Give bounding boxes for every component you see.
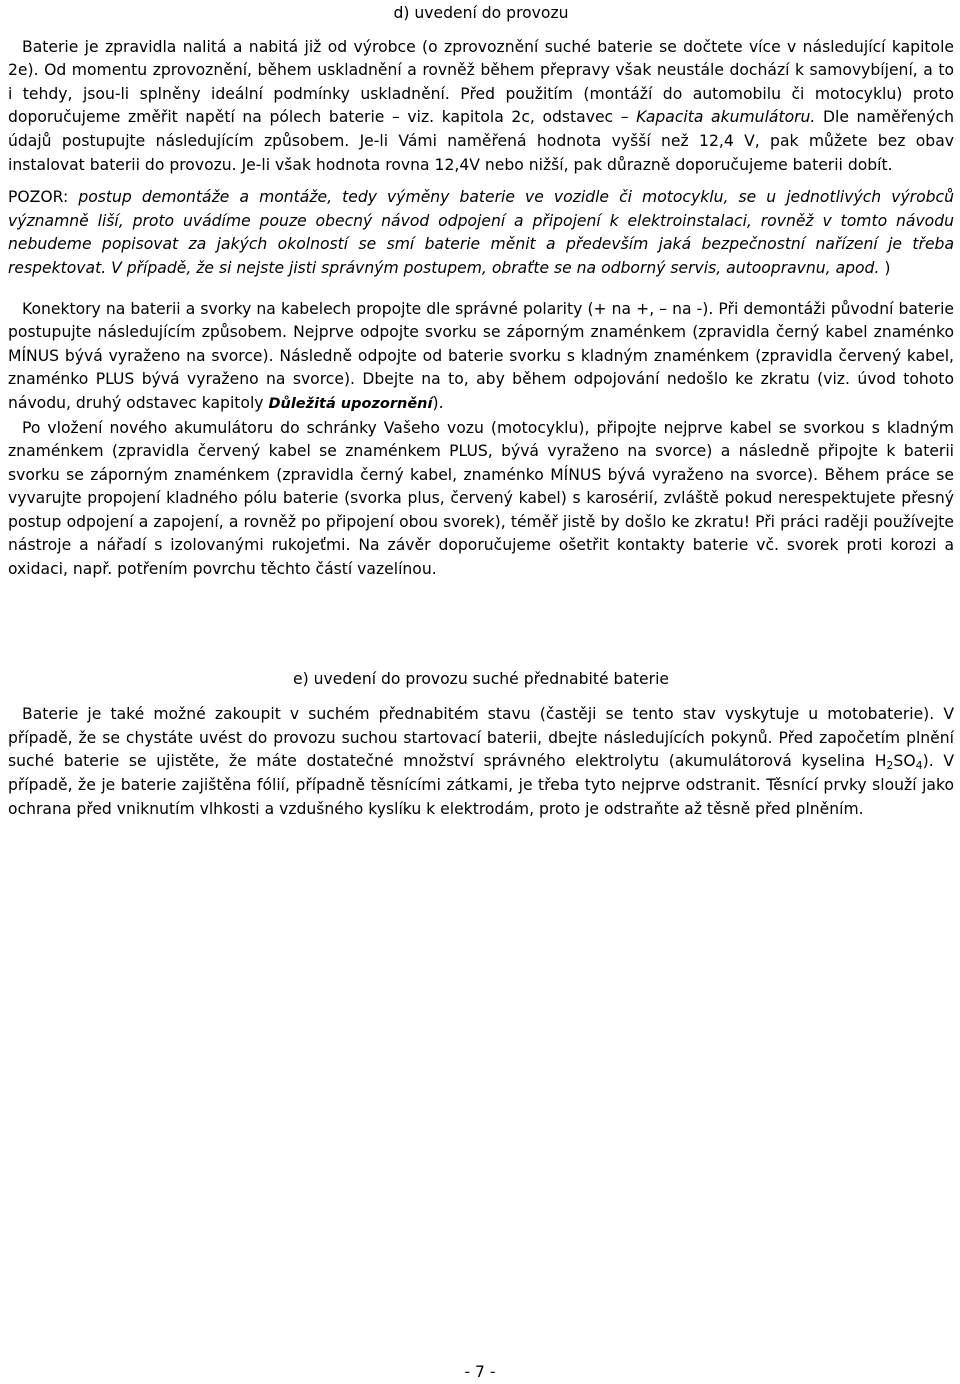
formula-subscript: 2 — [886, 759, 894, 773]
formula-text: SO — [893, 752, 916, 771]
chapter-reference: Kapacita akumulátoru. — [636, 108, 816, 127]
paragraph-text: Baterie je také možné zakoupit v suchém přednabitém stavu (častěji se tento stav vyskytuje u motobaterie). V případě, že se chystáte uvést do provozu suchou startovací baterii, dbejte následujících pokynů. Před započetím plnění suché baterie se ujistěte, že máte dostatečné množství správného elektrolytu (akumulátorová kyselina H — [8, 705, 954, 771]
section-e-paragraph-1 — [8, 703, 954, 821]
document-page — [8, 0, 954, 821]
warning-text: postup demontáže a montáže, tedy výměny baterie ve vozidle či motocyklu, se u jednotlivých výrobců významně liší, proto uvádíme pouze obecný návod odpojení a připojení k elektroinstalaci, rovněž v tomto návodu nebudeme popisovat za jakých okolností se smí baterie měnit a především jaká bezpečnostní nařízení je třeba respektovat. V případě, že si nejste jisti správným postupem, obraťte se na odborný servis, autoopravnu, apod. — [8, 188, 954, 277]
section-d-paragraph-3: Po vložení nového akumulátoru do schránky Vašeho vozu (motocyklu), připojte nejprve kabel se svorkou s kladným znaménkem (zpravidla červený kabel se znaménkem PLUS, bývá vyraženo na svorce) a následně připojte k baterii svorku se záporným znaménkem (zpravidla černý kabel, znaménko MÍNUS bývá vyraženo na svorce). Během práce se vyvarujte propojení kladného pólu baterie (svorka plus, červený kabel) s karosérií, zvláště pokud nerespektujete přesný postup odpojení a zapojení, a rovněž po připojení obou svorek), téměř jistě by došlo ke zkratu! Při práci raději používejte nástroje a nářadí s izolovanými rukojeťmi. Na závěr doporučujeme ošetřit kontakty baterie vč. svorek proti korozi a oxidaci, např. potřením povrchu těchto částí vazelínou. — [8, 418, 954, 579]
section-e-heading: e) uvedení do provozu suché přednabité baterie — [292, 669, 669, 688]
formula-subscript: 4 — [915, 759, 923, 773]
paragraph-text-end: ). — [432, 393, 444, 412]
section-d-paragraph-2 — [8, 298, 954, 417]
paragraph-text: Baterie je zpravidla nalitá a nabitá již od výrobce (o zprovoznění suché baterie se dočtete více v následující kapitole 2e). Od momentu zprovoznění, během uskladnění a rovněž během přepravy však neustále dochází k samovybíjení, a to i tehdy, jsou-li splněny ideální podmínky uskladnění. Před použitím (montáží do automobilu či motocyklu) proto doporučujeme změřit napětí na pólech baterie – viz. kapitola 2c, odstavec – — [8, 37, 954, 127]
paragraph-text-continued: Dle naměřených údajů postupujte následujícím způsobem. Je-li Vámi naměřená hodnota vyšší než 12,4 V, pak můžete bez obav instalovat baterii do provozu. Je-li však hodnota rovna 12,4V nebo nižší, pak důrazně doporučujeme baterii dobít. — [8, 108, 954, 174]
warning-close: ) — [879, 258, 891, 277]
paragraph-text-continued: ). V případě, že je baterie zajištěna fólií, případně těsnícími zátkami, je třeba tyto nejprve odstranit. Těsnící prvky slouží jako ochrana před vniknutím vlhkosti a vzdušného kyslíku k elektrodám, proto je odstraňte až těsně před plněním. — [8, 752, 954, 818]
section-d-paragraph-1 — [8, 36, 954, 178]
chapter-reference: Důležitá upozornění — [268, 395, 433, 412]
section-d-heading: d) uvedení do provozu — [393, 4, 569, 22]
page-number: - 7 - — [464, 1363, 496, 1381]
paragraph-text: Konektory na baterii a svorky na kabelech propojte dle správné polarity (+ na +, – na -). Při demontáži původní baterie postupujte následujícím způsobem. Nejprve odpojte svorku se záporným znaménkem (zpravidla černý kabel znaménko MÍNUS bývá vyraženo na svorce). Následně odpojte od baterie svorku s kladným znaménkem (zpravidla červený kabel, znaménko PLUS bývá vyraženo na svorce). Dbejte na to, aby během odpojování nedošlo ke zkratu (viz. úvod tohoto návodu, druhý odstavec kapitoly — [8, 299, 954, 412]
warning-label: POZOR: — [8, 188, 79, 207]
warning-paragraph — [8, 186, 954, 280]
